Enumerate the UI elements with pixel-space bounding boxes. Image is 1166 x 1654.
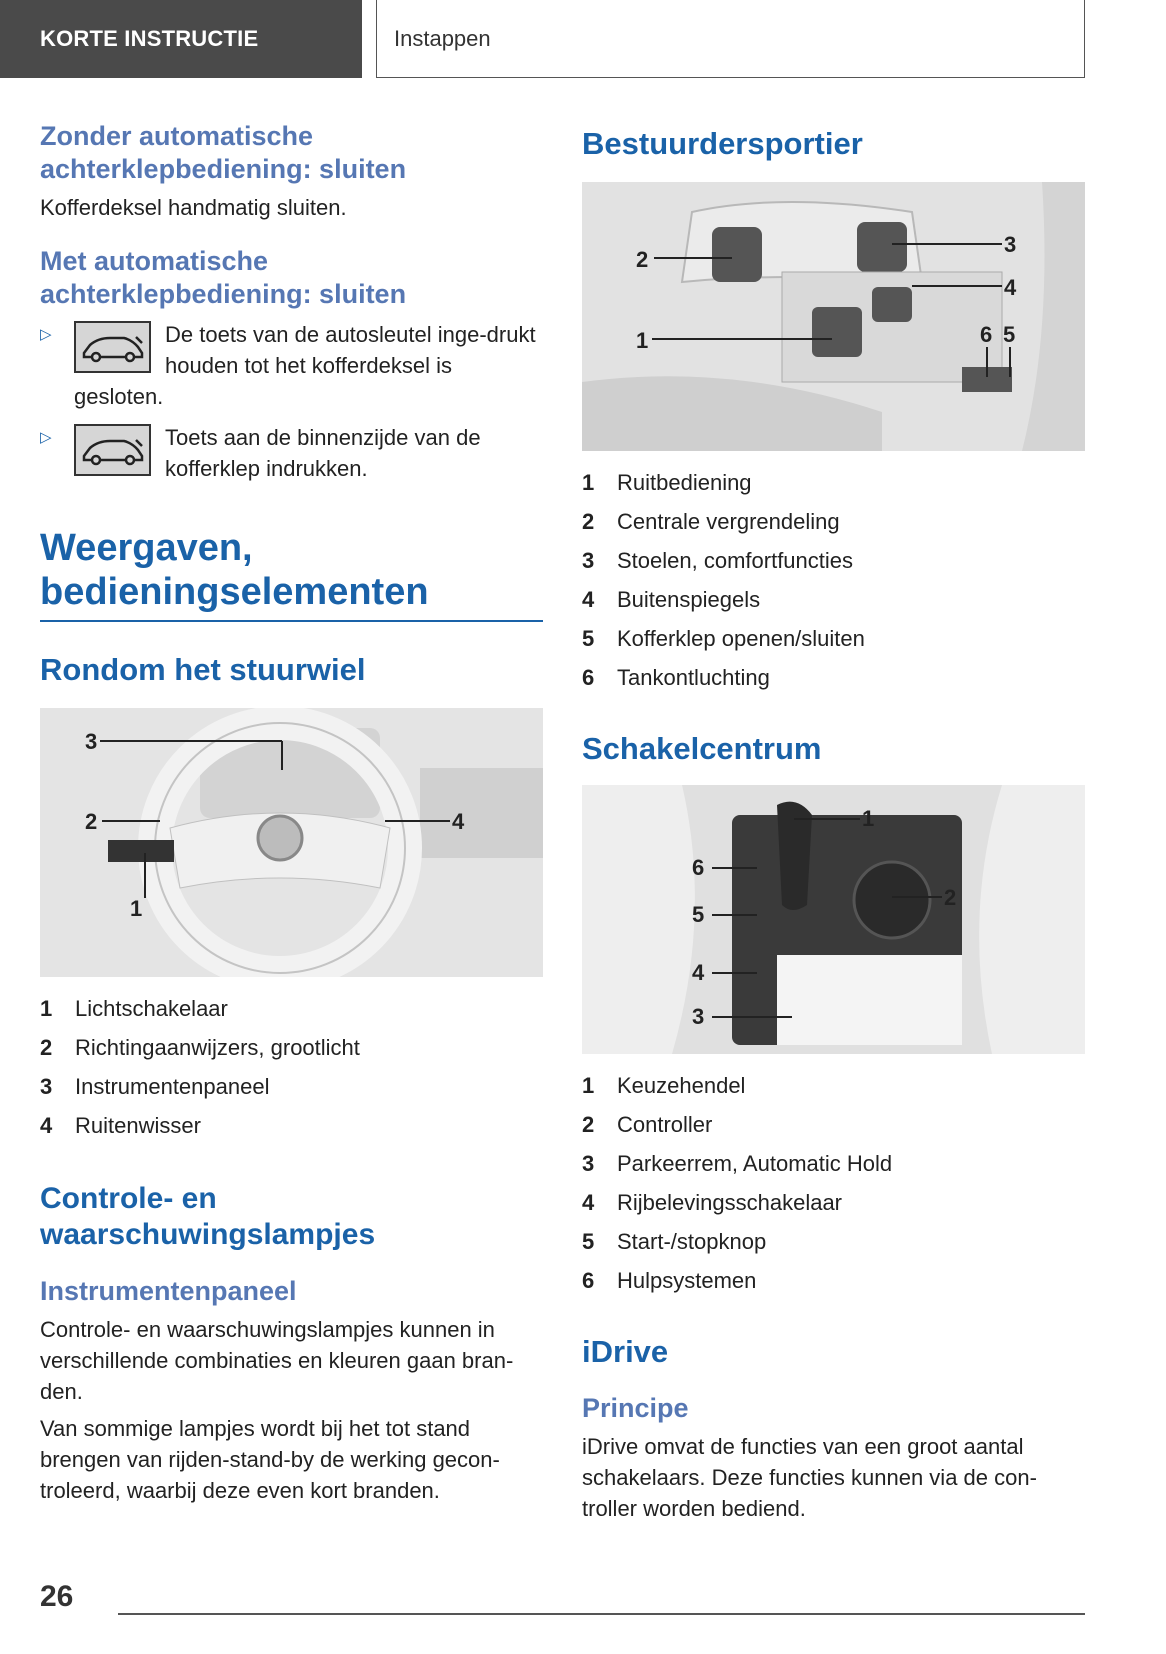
paragraph-lamps-2: Van sommige lampjes wordt bij het tot stand brengen van rijden-stand-by de werking gecon-troleerd, waarbij deze even kort branden. <box>40 1416 500 1503</box>
callout-6: 6 <box>980 322 993 347</box>
steering-legend <box>40 989 543 1145</box>
callout-2: 2 <box>944 885 957 910</box>
callout-1: 1 <box>636 328 649 353</box>
page-number: 26 <box>40 1580 74 1613</box>
right-column <box>582 120 1085 1524</box>
list-item: 3 Stoelen, comfortfuncties <box>582 548 854 573</box>
bullet-text-1: De toets van de autosleutel inge-drukt houden tot het kofferdeksel is gesloten. <box>74 322 536 409</box>
footer-divider <box>118 1613 1085 1615</box>
bullet-key-button <box>40 319 543 412</box>
center-legend <box>582 1066 1085 1300</box>
list-item: 5 Start-/stopknop <box>582 1229 767 1254</box>
list-item: 6 Tankontluchting <box>582 665 770 690</box>
chapter-tab: Instappen <box>376 0 1085 78</box>
callout-1: 1 <box>862 806 875 831</box>
bullet-text-2: Toets aan de binnenzijde van de kofferklep indrukken. <box>165 425 481 481</box>
callout-6: 6 <box>692 855 705 880</box>
car-tailgate-icon <box>74 424 151 476</box>
callout-2: 2 <box>85 809 98 834</box>
heading-instrument-panel: Instrumentenpaneel <box>40 1276 297 1306</box>
list-item: 2 Centrale vergrendeling <box>582 509 840 534</box>
list-item: 2 Controller <box>582 1112 713 1137</box>
list-item: 1 Lichtschakelaar <box>40 996 228 1021</box>
list-item: 2 Richtingaanwijzers, grootlicht <box>40 1035 360 1060</box>
list-item: 3 Parkeerrem, Automatic Hold <box>582 1151 893 1176</box>
list-item: 5 Kofferklep openen/sluiten <box>582 626 865 651</box>
heading-driver-door: Bestuurdersportier <box>582 126 863 161</box>
left-column <box>40 120 543 1506</box>
list-item: 6 Hulpsystemen <box>582 1268 757 1293</box>
car-tailgate-icon <box>74 321 151 373</box>
heading-lamps: Controle- en waarschuwingslampjes <box>40 1182 376 1251</box>
door-legend <box>582 463 1085 697</box>
paragraph-idrive: iDrive omvat de functies van een groot aantal schakelaars. Deze functies kunnen via de con-troller worden bediend. <box>582 1434 1037 1521</box>
list-item: 4 Ruitenwisser <box>40 1113 201 1138</box>
list-item: 1 Ruitbediening <box>582 470 752 495</box>
heading-idrive: iDrive <box>582 1334 669 1369</box>
callout-3: 3 <box>692 1004 705 1029</box>
list-item: 4 Buitenspiegels <box>582 587 761 612</box>
callout-4: 4 <box>452 809 465 834</box>
callout-3: 3 <box>1004 232 1017 257</box>
heading-steering: Rondom het stuurwiel <box>40 652 366 687</box>
chapter-title: Weergaven, bedieningselementen <box>40 527 429 613</box>
section-tab: KORTE INSTRUCTIE <box>0 0 362 78</box>
steering-wheel-image <box>40 708 543 977</box>
bullet-marker-icon: ▷ <box>40 326 52 343</box>
callout-3: 3 <box>85 729 98 754</box>
heading-manual-close: Zonder automatische achterklepbediening: sluiten <box>40 121 407 184</box>
heading-auto-close: Met automatische achterklepbediening: sluiten <box>40 246 407 309</box>
list-item: 1 Keuzehendel <box>582 1073 746 1098</box>
heading-principle: Principe <box>582 1393 689 1423</box>
paragraph-lamps-1: Controle- en waarschuwingslampjes kunnen in verschillende combinaties en kleuren gaan bran-den. <box>40 1317 514 1404</box>
paragraph-manual-close: Kofferdeksel handmatig sluiten. <box>40 195 347 220</box>
list-item: 4 Rijbelevingsschakelaar <box>582 1190 843 1215</box>
callout-5: 5 <box>1003 322 1016 347</box>
callout-5: 5 <box>692 902 705 927</box>
callout-4: 4 <box>692 960 705 985</box>
callout-1: 1 <box>130 896 143 921</box>
bullet-inside-button <box>40 422 543 484</box>
list-item: 3 Instrumentenpaneel <box>40 1074 270 1099</box>
callout-4: 4 <box>1004 275 1017 300</box>
title-underline <box>40 620 543 622</box>
driver-door-image <box>582 182 1085 451</box>
switch-center-image <box>582 785 1085 1054</box>
bullet-marker-icon: ▷ <box>40 429 52 446</box>
heading-switch-center: Schakelcentrum <box>582 731 822 766</box>
callout-2: 2 <box>636 247 649 272</box>
